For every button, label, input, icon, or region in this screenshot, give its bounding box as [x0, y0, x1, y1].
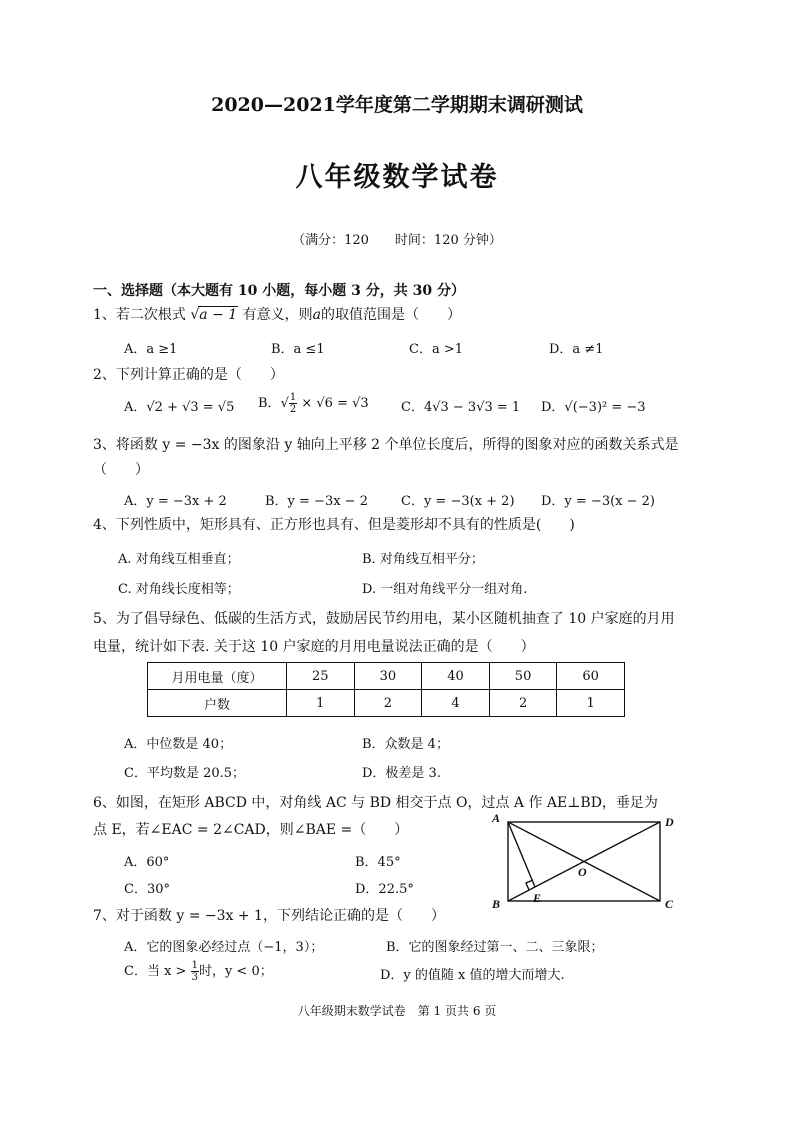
electricity-table — [147, 662, 625, 717]
q3-option-d: D．y = −3(x − 2) — [541, 494, 655, 509]
question-1-stem — [93, 304, 461, 324]
q1-option-b: B．a ≤1 — [271, 342, 325, 357]
exam-subtitle: 八年级数学试卷 — [295, 162, 499, 193]
q4-option-b: B. 对角线互相平分； — [362, 552, 484, 567]
q4-option-c: C. 对角线长度相等； — [118, 582, 240, 597]
segment-ae — [508, 822, 535, 887]
q7-optc-post: 时，y < 0； — [198, 964, 273, 979]
q1-pre: 1、若二次根式 — [93, 307, 186, 323]
q2-option-a: A．√2 + √3 = √5 — [124, 400, 235, 415]
question-3-line1: 3、将函数 y = −3x 的图象沿 y 轴向上平移 2 个单位长度后，所得的图象对应的函数关系式是 — [93, 437, 679, 453]
question-4-stem: 4、下列性质中，矩形具有、正方形也具有、但是菱形却不具有的性质是( ) — [93, 517, 575, 533]
table-row — [148, 663, 625, 690]
table-cell: 2 — [354, 690, 422, 717]
question-5-line1: 5、为了倡导绿色、低碳的生活方式，鼓励居民节约用电，某小区随机抽查了 10 户家庭的月用 — [93, 611, 675, 627]
q4-option-d: D. 一组对角线平分一组对角. — [362, 582, 528, 597]
exam-meta: （满分：120 时间：120 分钟） — [292, 233, 502, 248]
label-c: C — [665, 897, 674, 911]
table-cell: 60 — [557, 663, 625, 690]
q5-option-a: A．中位数是 40； — [124, 737, 233, 752]
q1-radicand: a − 1 — [199, 307, 238, 323]
table-cell: 2 — [489, 690, 557, 717]
table-cell: 30 — [354, 663, 422, 690]
table-cell: 50 — [489, 663, 557, 690]
q1-var: a — [312, 307, 321, 323]
question-2-stem: 2、下列计算正确的是（ ） — [93, 367, 284, 383]
table-row — [148, 690, 625, 717]
question-3-line2: （ ） — [93, 462, 149, 478]
q7-option-b: B．它的图象经过第一、二、三象限； — [386, 940, 604, 955]
table-cell: 25 — [287, 663, 355, 690]
rectangle-figure — [480, 808, 690, 918]
q5-option-b: B．众数是 4； — [362, 737, 449, 752]
q7-option-a: A．它的图象必经过点（−1，3）； — [124, 940, 324, 955]
question-5-line2: 电量，统计如下表. 关于这 10 户家庭的月用电量说法正确的是（ ） — [93, 639, 535, 655]
q1-option-a: A．a ≥1 — [124, 342, 178, 357]
page-footer: 八年级期末数学试卷 第 1 页共 6 页 — [297, 1004, 497, 1018]
label-d: D — [665, 815, 674, 829]
q2-optb-rest: × √6 = √3 — [301, 396, 369, 411]
q2-optb-label: B． — [258, 396, 281, 411]
q1-option-d: D．a ≠1 — [549, 342, 604, 357]
q7-optc-fraction — [191, 960, 199, 983]
table-cell: 1 — [557, 690, 625, 717]
q7-optc-den: 3 — [191, 972, 198, 983]
question-7-stem: 7、对于函数 y = −3x + 1，下列结论正确的是（ ） — [93, 908, 445, 924]
q5-option-d: D．极差是 3. — [362, 766, 441, 781]
q7-option-c — [124, 960, 273, 983]
q1-option-c: C．a >1 — [409, 342, 463, 357]
q2-option-b: B．√ $\frac{1}{2}$ × √6 = √3 — [258, 392, 369, 415]
q4-option-a: A. 对角线互相垂直； — [118, 552, 240, 567]
q2-optb-num: 1 — [289, 392, 297, 403]
label-a: A — [492, 811, 501, 825]
label-o: O — [578, 865, 587, 879]
q5-option-c: C．平均数是 20.5； — [124, 766, 246, 781]
table-cell: 户数 — [148, 690, 287, 717]
label-b: B — [492, 897, 501, 911]
question-6-line1: 6、如图，在矩形 ABCD 中，对角线 AC 与 BD 相交于点 O，过点 A 作 AE⊥BD，垂足为 — [93, 795, 658, 811]
q3-option-a: A．y = −3x + 2 — [124, 494, 227, 509]
q2-optb-fraction — [289, 392, 297, 415]
q7-optc-pre: C．当 x > — [124, 964, 187, 979]
table-cell: 4 — [422, 690, 490, 717]
q7-optc-num: 1 — [191, 960, 198, 971]
table-cell: 月用电量（度） — [148, 663, 287, 690]
question-6-line2: 点 E，若∠EAC = 2∠CAD，则∠BAE =（ ） — [93, 822, 409, 838]
table-cell: 1 — [287, 690, 355, 717]
section-heading: 一、选择题（本大题有 10 小题，每小题 3 分，共 30 分） — [93, 283, 465, 299]
q3-option-c: C．y = −3(x + 2) — [401, 494, 515, 509]
q6-option-d: D．22.5° — [355, 882, 414, 897]
q7-option-d: D．y 的值随 x 值的增大而增大. — [380, 968, 565, 983]
q2-option-d: D．√(−3)² = −3 — [541, 400, 646, 415]
q6-option-c: C．30° — [124, 882, 170, 897]
q6-option-b: B．45° — [355, 855, 401, 870]
q2-optb-den: 2 — [289, 404, 297, 415]
table-cell: 40 — [422, 663, 490, 690]
q1-post: 有意义，则 — [242, 307, 313, 323]
exam-title: 2020—2021学年度第二学期期末调研测试 — [211, 94, 583, 116]
q1-radical: √a − 1 — [190, 307, 238, 323]
q2-option-c: C．4√3 − 3√3 = 1 — [401, 400, 521, 415]
label-e: E — [533, 891, 542, 905]
q6-option-a: A．60° — [124, 855, 170, 870]
q1-post2: 的取值范围是（ ） — [321, 307, 461, 323]
q3-option-b: B．y = −3x − 2 — [265, 494, 368, 509]
